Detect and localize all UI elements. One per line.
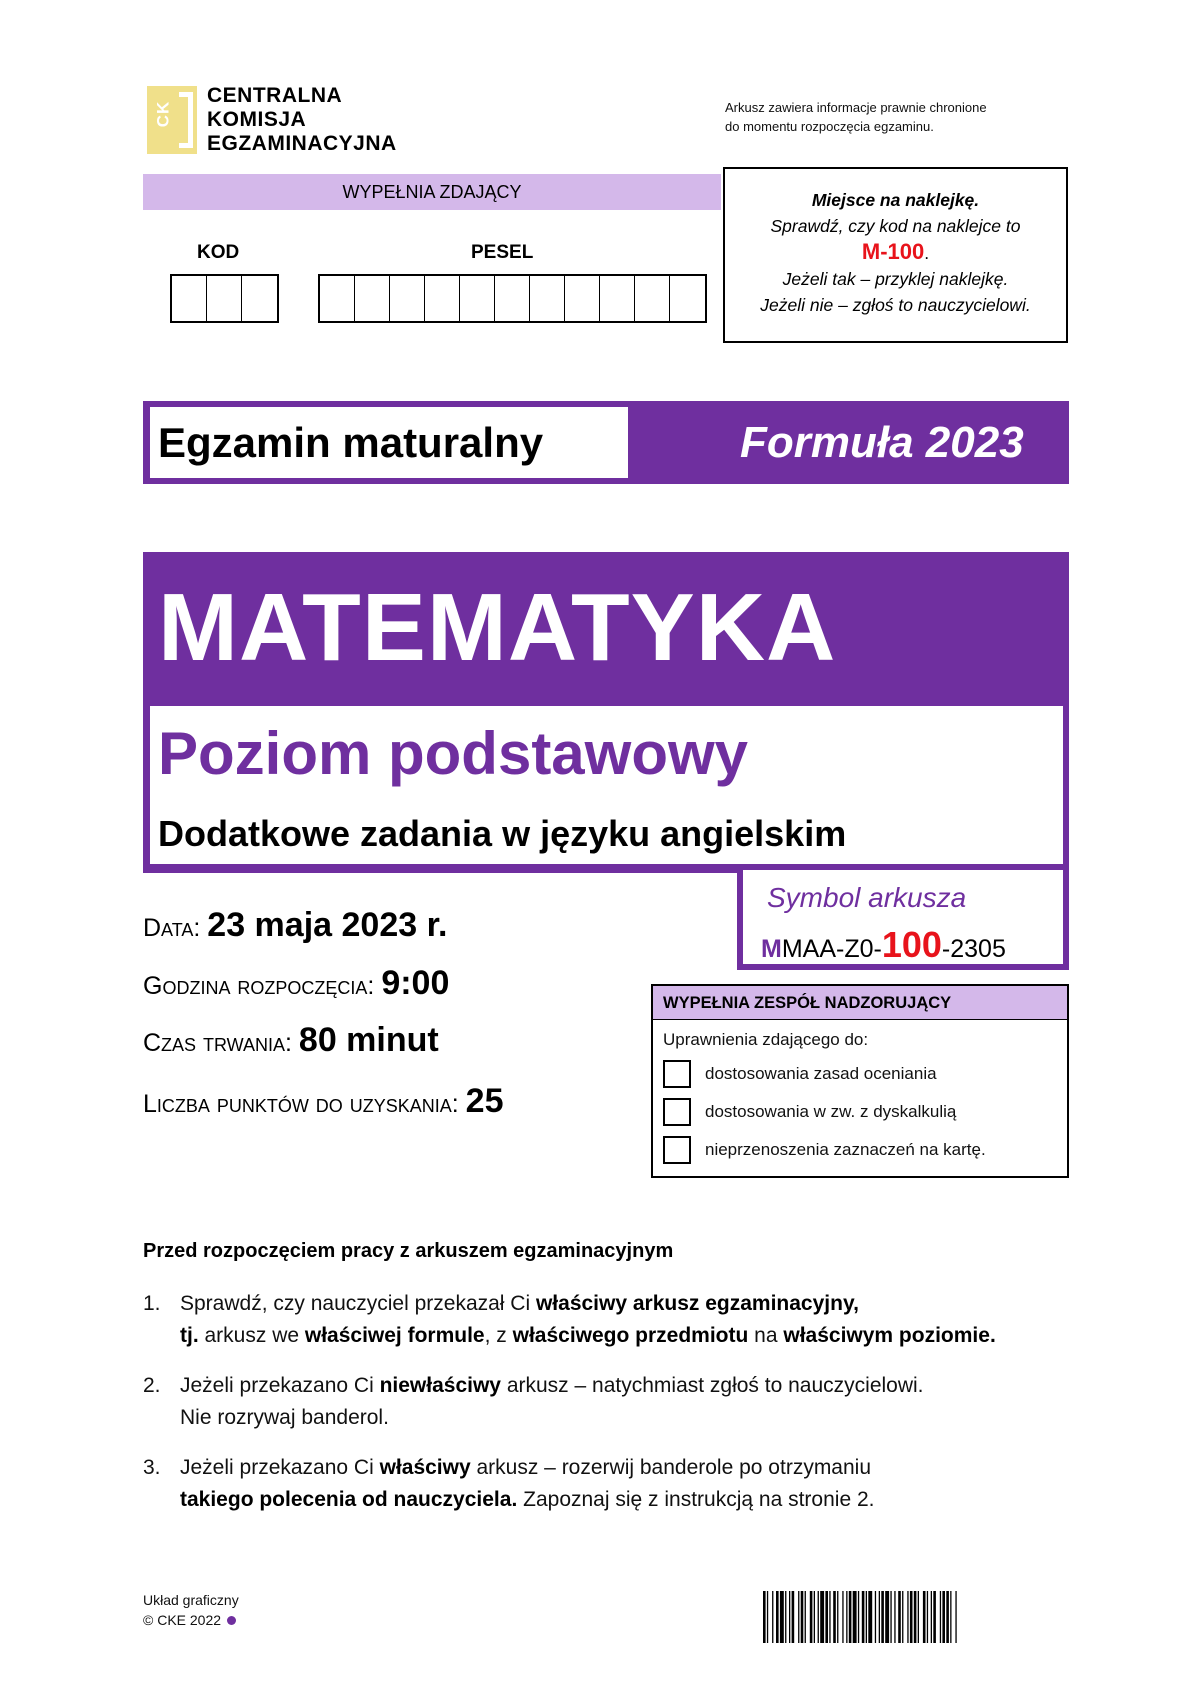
accommodation-option[interactable] xyxy=(653,1136,1067,1164)
duration-label: Czas trwania: xyxy=(143,1029,292,1057)
barcode-bar xyxy=(763,1591,766,1643)
pesel-box[interactable] xyxy=(355,276,390,321)
legal-notice xyxy=(725,98,987,136)
accommodation-checkbox[interactable] xyxy=(663,1136,691,1164)
barcode-bar xyxy=(933,1591,936,1643)
barcode-bar xyxy=(776,1591,779,1643)
barcode-bar xyxy=(818,1591,819,1643)
exam-name: Egzamin maturalny xyxy=(150,407,628,478)
bold-run: właściwy xyxy=(379,1456,471,1479)
kod-box[interactable] xyxy=(172,276,207,321)
pesel-box[interactable] xyxy=(565,276,600,321)
barcode-bar xyxy=(801,1591,804,1643)
barcode-bar xyxy=(829,1591,830,1643)
accommodation-label: dostosowania zasad oceniania xyxy=(705,1064,937,1083)
barcode-bar xyxy=(814,1591,815,1643)
barcode-bar xyxy=(923,1591,926,1643)
barcode-bar xyxy=(879,1591,880,1643)
bold-run: właściwego przedmiotu xyxy=(512,1324,749,1347)
kod-input-boxes[interactable] xyxy=(170,274,279,323)
points-row xyxy=(143,1082,504,1121)
barcode-bar xyxy=(780,1591,784,1643)
accommodation-checkbox[interactable] xyxy=(663,1098,691,1126)
sticker-area[interactable] xyxy=(723,167,1068,343)
instruction-item xyxy=(143,1288,1073,1352)
barcode-bar xyxy=(772,1591,773,1643)
instruction-number: 3. xyxy=(143,1456,161,1479)
text-run: Jeżeli przekazano Ci xyxy=(180,1374,380,1397)
pesel-box[interactable] xyxy=(425,276,460,321)
barcode-bar xyxy=(805,1591,806,1643)
time-label: Godzina rozpoczęcia: xyxy=(143,972,375,1000)
barcode-bar xyxy=(950,1591,951,1643)
kod-box[interactable] xyxy=(207,276,242,321)
accommodation-label: dostosowania w zw. z dyskalkulią xyxy=(705,1102,957,1121)
pesel-box[interactable] xyxy=(320,276,355,321)
instruction-text xyxy=(180,1452,874,1516)
text-run: arkusz we xyxy=(198,1324,305,1347)
symbol-prefix-rest: MAA-Z0- xyxy=(781,935,882,963)
cke-logo-mark xyxy=(147,86,197,154)
logo-e-shape xyxy=(179,92,193,148)
text-run: arkusz – rozerwij banderole po otrzymaniu xyxy=(470,1456,872,1479)
barcode-bar xyxy=(846,1591,847,1643)
barcode-bar xyxy=(862,1591,865,1643)
time-row xyxy=(143,964,449,1003)
subject-level: Poziom podstawowy xyxy=(158,720,749,787)
barcode-bar xyxy=(849,1591,852,1643)
barcode-bar xyxy=(837,1591,838,1643)
barcode-bar xyxy=(931,1591,932,1643)
text-run: Zapoznaj się z instrukcją na stronie 2. xyxy=(517,1488,875,1511)
logo-line: KOMISJA xyxy=(207,108,307,131)
barcode-bar xyxy=(789,1591,790,1643)
supervisors-box xyxy=(651,984,1069,1178)
barcode-bar xyxy=(798,1591,799,1643)
date-value: 23 maja 2023 r. xyxy=(207,906,448,944)
barcode-bar xyxy=(942,1591,945,1643)
text-run: arkusz – natychmiast zgłoś to nauczycielowi. xyxy=(501,1374,924,1397)
barcode-bar xyxy=(894,1591,895,1643)
instruction-text xyxy=(180,1288,996,1352)
barcode-bar xyxy=(946,1591,949,1643)
symbol-number: 100 xyxy=(881,924,942,965)
accommodation-option[interactable] xyxy=(653,1060,1067,1088)
bold-run: niewłaściwy xyxy=(379,1374,501,1397)
footer-dot-icon xyxy=(227,1616,236,1625)
points-value: 25 xyxy=(465,1082,504,1120)
text-run: na xyxy=(748,1324,784,1347)
accommodation-label: nieprzenoszenia zaznaczeń na kartę. xyxy=(705,1140,986,1159)
footer-line: © CKE 2022 xyxy=(143,1612,222,1628)
subject-extra: Dodatkowe zadania w języku angielskim xyxy=(158,813,847,854)
sticker-line1: Sprawdź, czy kod na naklejce to xyxy=(770,216,1021,236)
logo-initials: CK xyxy=(153,100,173,128)
barcode-bar xyxy=(866,1591,867,1643)
barcode-bar xyxy=(875,1591,876,1643)
barcode-bar xyxy=(890,1591,891,1643)
bold-run: takiego polecenia od nauczyciela. xyxy=(180,1488,518,1511)
barcode-bar xyxy=(820,1591,824,1643)
pesel-box[interactable] xyxy=(670,276,705,321)
date-row xyxy=(143,906,447,945)
barcode-bar xyxy=(792,1591,795,1643)
sticker-line3: Jeżeli nie – zgłoś to nauczycielowi. xyxy=(760,295,1031,315)
barcode-bar xyxy=(785,1591,786,1643)
kod-box[interactable] xyxy=(242,276,277,321)
instructions-title: Przed rozpoczęciem pracy z arkuszem egzaminacyjnym xyxy=(143,1240,674,1262)
accommodation-option[interactable] xyxy=(653,1098,1067,1126)
pesel-box[interactable] xyxy=(390,276,425,321)
bold-run: właściwym poziomie. xyxy=(783,1324,996,1347)
pesel-box[interactable] xyxy=(495,276,530,321)
bold-run: właściwy arkusz egzaminacyjny, xyxy=(535,1292,859,1315)
pesel-box[interactable] xyxy=(600,276,635,321)
sticker-code: M-100 xyxy=(861,239,925,264)
supervisors-lead: Uprawnienia zdającego do: xyxy=(663,1030,869,1049)
sticker-line2: Jeżeli tak – przyklej naklejkę. xyxy=(782,269,1009,289)
barcode-bar xyxy=(902,1591,903,1643)
barcode-bar xyxy=(918,1591,919,1643)
footer-credit xyxy=(143,1590,239,1630)
barcode-bar xyxy=(825,1591,828,1643)
accommodation-checkbox[interactable] xyxy=(663,1060,691,1088)
symbol-prefix-m: M xyxy=(761,935,782,963)
footer-line: Układ graficzny xyxy=(143,1592,239,1608)
barcode-bar xyxy=(868,1591,872,1643)
duration-value: 80 minut xyxy=(298,1021,439,1059)
instruction-item xyxy=(143,1452,1073,1516)
instructions-list xyxy=(143,1288,1073,1534)
sticker-title: Miejsce na naklejkę. xyxy=(811,190,980,210)
pesel-box[interactable] xyxy=(460,276,495,321)
barcode-bar xyxy=(842,1591,843,1643)
cke-logo-text xyxy=(207,84,397,156)
sheet-symbol-code xyxy=(761,924,1006,966)
text-run: Jeżeli przekazano Ci xyxy=(180,1456,380,1479)
text-run: , z xyxy=(484,1324,513,1347)
supervisors-title: WYPEŁNIA ZESPÓŁ NADZORUJĄCY xyxy=(653,986,1067,1020)
barcode-bar xyxy=(810,1591,813,1643)
examinee-section-title: WYPEŁNIA ZDAJĄCY xyxy=(143,174,721,210)
barcode-bar xyxy=(927,1591,928,1643)
symbol-suffix: -2305 xyxy=(941,935,1006,963)
pesel-box[interactable] xyxy=(530,276,565,321)
barcode-bar xyxy=(907,1591,908,1643)
barcode-bar xyxy=(885,1591,889,1643)
instruction-number: 1. xyxy=(143,1292,161,1315)
legal-line: do momentu rozpoczęcia egzaminu. xyxy=(725,119,934,134)
bold-run: tj. xyxy=(180,1324,199,1347)
duration-row xyxy=(143,1021,439,1060)
barcode-bar xyxy=(858,1591,859,1643)
sticker-code-dot: . xyxy=(924,243,930,263)
barcode-icon xyxy=(763,1591,1066,1643)
barcode-bar xyxy=(940,1591,941,1643)
subject-title: MATEMATYKA xyxy=(158,574,837,681)
bold-run: właściwej formule xyxy=(304,1324,485,1347)
time-value: 9:00 xyxy=(381,964,450,1002)
pesel-label: PESEL xyxy=(471,242,534,263)
pesel-box[interactable] xyxy=(635,276,670,321)
date-label: Data: xyxy=(143,914,201,942)
barcode-bar xyxy=(853,1591,857,1643)
barcode-bar xyxy=(910,1591,913,1643)
barcode-bar xyxy=(898,1591,901,1643)
logo-line: EGZAMINACYJNA xyxy=(207,132,397,155)
sheet-symbol-box xyxy=(737,870,1069,970)
pesel-input-boxes[interactable] xyxy=(318,274,707,323)
barcode-bar xyxy=(881,1591,884,1643)
text-run: Sprawdź, czy nauczyciel przekazał Ci xyxy=(180,1292,536,1315)
instruction-number: 2. xyxy=(143,1374,161,1397)
kod-label: KOD xyxy=(197,242,240,263)
legal-line: Arkusz zawiera informacje prawnie chronione xyxy=(725,100,987,115)
barcode-bar xyxy=(767,1591,768,1643)
logo-line: CENTRALNA xyxy=(207,84,343,107)
instruction-item xyxy=(143,1370,1073,1434)
barcode-bar xyxy=(914,1591,917,1643)
barcode-bar xyxy=(833,1591,836,1643)
exam-formula: Formuła 2023 xyxy=(740,418,1024,467)
barcode-bar xyxy=(955,1591,956,1643)
text-run: Nie rozrywaj banderol. xyxy=(180,1406,389,1429)
instruction-text xyxy=(180,1370,924,1434)
sheet-symbol-label: Symbol arkusza xyxy=(767,882,967,913)
points-label: Liczba punktów do uzyskania: xyxy=(143,1090,459,1118)
